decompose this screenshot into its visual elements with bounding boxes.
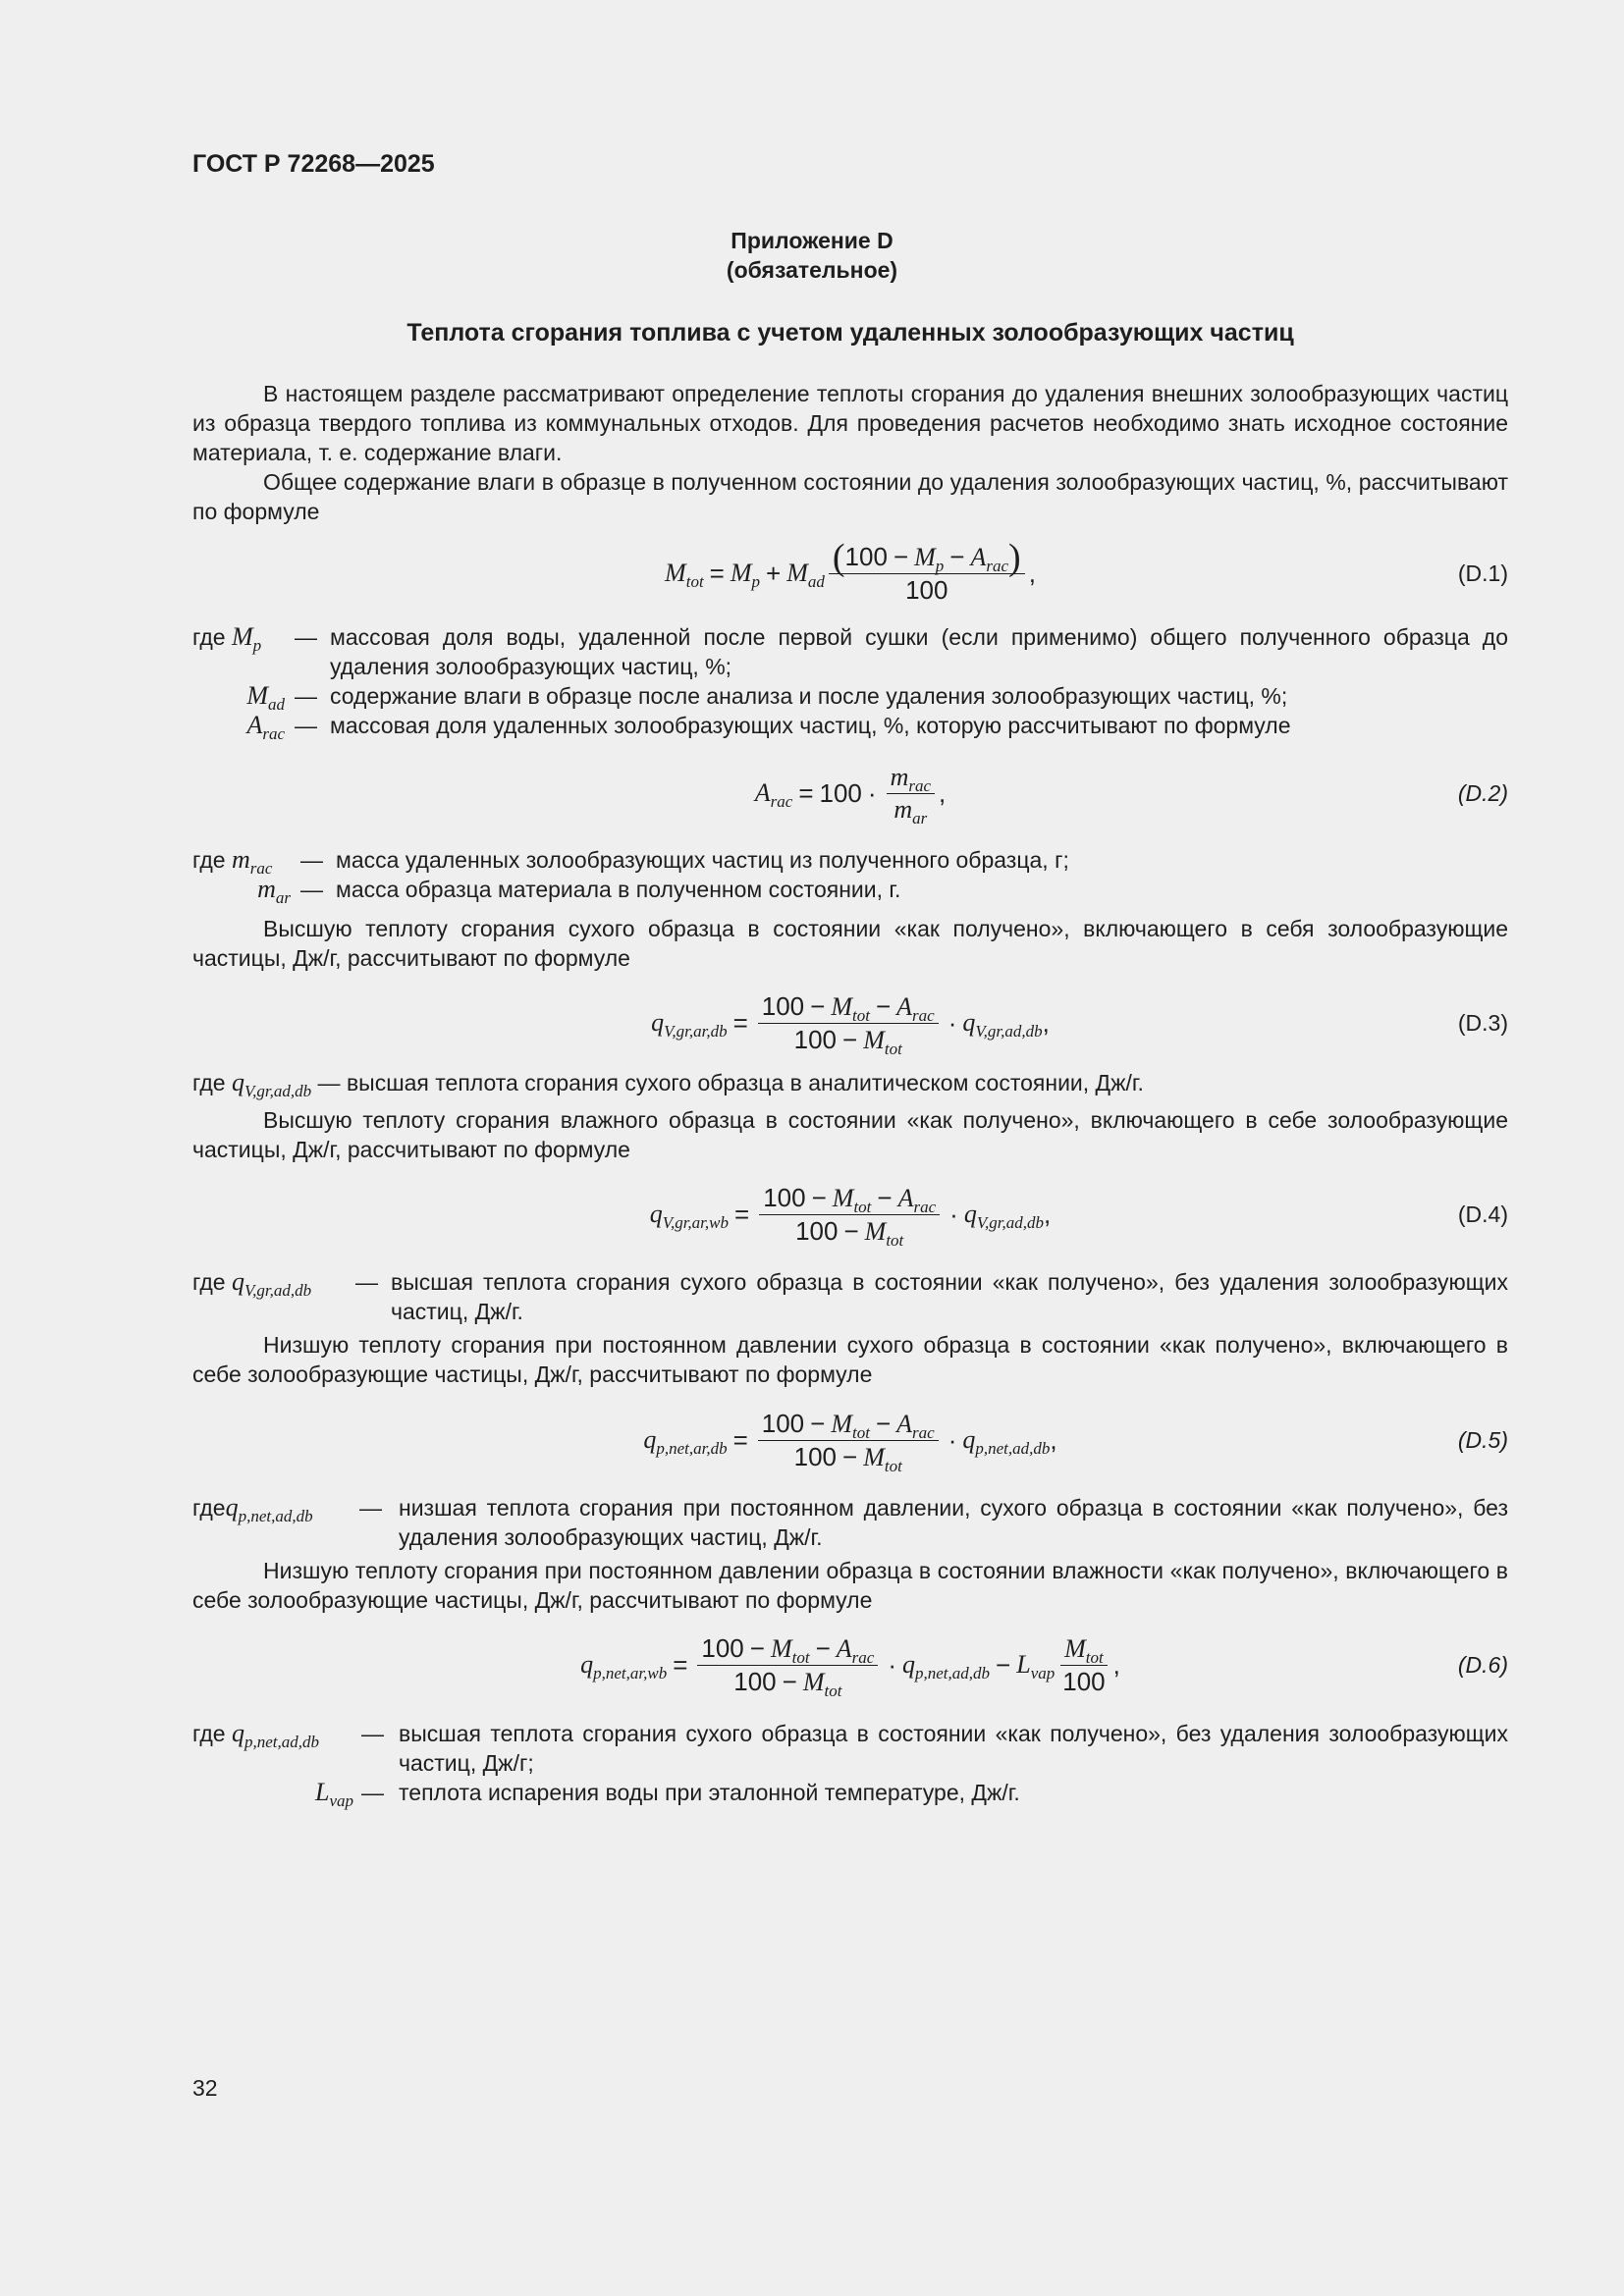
formula-d3: $q_{V,gr,ar,db}$ = $\frac{100 - M_{tot} - A_{rac}}{100 - M_{tot}}$ · $q_{V,gr,ad,db}$ , (D.3)	[651, 990, 1508, 1058]
definition-qvgradb2: высшая теплота сгорания сухого образца в состоянии «как получено», без удаления золообразующих частиц, Дж/г.	[391, 1269, 1508, 1324]
where-word: где	[192, 847, 226, 873]
paragraph: Высшую теплоту сгорания сухого образца в состоянии «как получено», включающего в себя золообразующие частицы, Дж/г, рассчитывают по формуле	[192, 916, 1508, 971]
paragraph-block	[192, 1556, 1508, 1615]
definition-qvgradb: высшая теплота сгорания сухого образца в аналитическом состоянии, Дж/г.	[346, 1070, 1144, 1095]
where-word: где	[192, 1070, 226, 1095]
section-title: Теплота сгорания топлива с учетом удаленных золообразующих частиц	[406, 319, 1294, 347]
definitions-d3: где $q_{V,gr,ad,db}$ — высшая теплота сгорания сухого образца в аналитическом состоянии, Дж/г.	[192, 1068, 1144, 1100]
paragraph: В настоящем разделе рассматривают определение теплоты сгорания до удаления внешних золообразующих частиц из образца твердого топлива из коммунальных отходов. Для проведения расчетов необходимо знать исходное состояние материала, т. е. содержание влаги.	[192, 381, 1508, 465]
intro-paragraphs	[192, 379, 1508, 526]
formula-d5: $q_{p,net,ar,db}$ = $\frac{100 - M_{tot} - A_{rac}}{100 - M_{tot}}$ · $q_{p,net,ad,db}$ , (D.5)	[643, 1408, 1508, 1475]
appendix-status: (обязательное)	[726, 257, 898, 283]
definition-mp: массовая доля воды, удаленной после первой сушки (если применимо) общего полученного образца до удаления золообразующих частиц, %;	[330, 624, 1508, 679]
paragraph-block	[192, 914, 1508, 973]
paragraph: Низшую теплоту сгорания при постоянном давлении образца в состоянии влажности «как получено», включающего в себе золообразующие частицы, Дж/г, рассчитывают по формуле	[192, 1558, 1508, 1613]
formula-d6: $q_{p,net,ar,wb}$ = $\frac{100 - M_{tot} - A_{rac}}{100 - M_{tot}}$ · $q_{p,net,ad,db}$ − $L_{vap}$ $\frac{M_{tot}}{100}$ , (D.6)	[580, 1632, 1508, 1700]
document-header: ГОСТ Р 72268—2025	[192, 150, 435, 178]
formula-d4: $q_{V,gr,ar,wb}$ = $\frac{100 - M_{tot} - A_{rac}}{100 - M_{tot}}$ · $q_{V,gr,ad,db}$ , (D.4)	[649, 1182, 1508, 1250]
definitions-d5: гдеq$_{p,net,ad,db}$ — низшая теплота сгорания при постоянном давлении, сухого образца в состоянии «как получено», без удаления золообразующих частиц, Дж/г.	[192, 1493, 1508, 1550]
definition-mad: содержание влаги в образце после анализа и после удаления золообразующих частиц, %;	[330, 683, 1288, 709]
where-word: где	[192, 1721, 226, 1746]
definitions-d2: где $m_{rac}$ — масса удаленных золообразующих частиц из полученного образца, г; $m_{ar}$ — масса образца материала в полученном состоянии, г.	[192, 845, 1508, 904]
definition-qpnetaddb: низшая теплота сгорания при постоянном давлении, сухого образца в состоянии «как получено», без удаления золообразующих частиц, Дж/г.	[399, 1495, 1508, 1550]
paragraph: Низшую теплоту сгорания при постоянном давлении сухого образца в состоянии «как получено», включающего в себе золообразующие частицы, Дж/г, рассчитывают по формуле	[192, 1332, 1508, 1387]
definition-mrac: масса удаленных золообразующих частиц из полученного образца, г;	[336, 847, 1069, 873]
formula-d2: $A_{rac}$ = 100 · $\frac{m_{rac}}{m_{ar}}$ , (D.2)	[754, 762, 1508, 828]
definitions-d1: где $M_p$ — массовая доля воды, удаленной после первой сушки (если применимо) общего полученного образца до удаления золообразующих частиц, %; $M_{ad}$ — содержание влаги в образце после анализа и после удаления золообразующих частиц, %; $A_{rac}$ — массовая доля удаленных золообразующих частиц, %, которую рассчитывают по формуле	[192, 622, 1508, 743]
formula-number: (D.1)	[1457, 561, 1508, 586]
definitions-d4: где $q_{V,gr,ad,db}$ — высшая теплота сгорания сухого образца в состоянии «как получено», без удаления золообразующих частиц, Дж/г.	[192, 1267, 1508, 1324]
formula-number: (D.3)	[1457, 1010, 1508, 1036]
definition-lvap: теплота испарения воды при эталонной температуре, Дж/г.	[399, 1780, 1020, 1805]
definition-mar: масса образца материала в полученном состоянии, г.	[336, 877, 901, 902]
formula-number: (D.5)	[1457, 1427, 1508, 1453]
paragraph-block	[192, 1105, 1508, 1164]
appendix-label: Приложение D	[731, 228, 893, 253]
where-word: где	[192, 1269, 226, 1295]
definition-arac: массовая доля удаленных золообразующих частиц, %, которую рассчитывают по формуле	[330, 713, 1291, 738]
definitions-d6: где $q_{p,net,ad,db}$ — высшая теплота сгорания сухого образца в состоянии «как получено», без удаления золообразующих частиц, Дж/г; $L_{vap}$ — теплота испарения воды при эталонной температуре, Дж/г.	[192, 1719, 1508, 1810]
formula-d1: $M_{tot}$ = $M_p$ + $M_{ad}$ $\frac{(100 - M_p - A_{rac})}{100}$ , (D.1)	[665, 537, 1508, 605]
formula-number: (D.4)	[1457, 1201, 1508, 1227]
where-word: где	[192, 1495, 226, 1521]
paragraph: Высшую теплоту сгорания влажного образца в состоянии «как получено», включающего в себе золообразующие частицы, Дж/г, рассчитывают по формуле	[192, 1107, 1508, 1162]
formula-number: (D.6)	[1457, 1652, 1508, 1678]
definition-qpnetaddb2: высшая теплота сгорания сухого образца в состоянии «как получено», без удаления золообразующих частиц, Дж/г;	[399, 1721, 1508, 1776]
where-word: где	[192, 624, 226, 650]
paragraph-block	[192, 1330, 1508, 1389]
paragraph: Общее содержание влаги в образце в полученном состоянии до удаления золообразующих частиц, %, рассчитывают по формуле	[192, 469, 1508, 524]
page-number: 32	[192, 2075, 218, 2101]
formula-number: (D.2)	[1457, 780, 1508, 806]
